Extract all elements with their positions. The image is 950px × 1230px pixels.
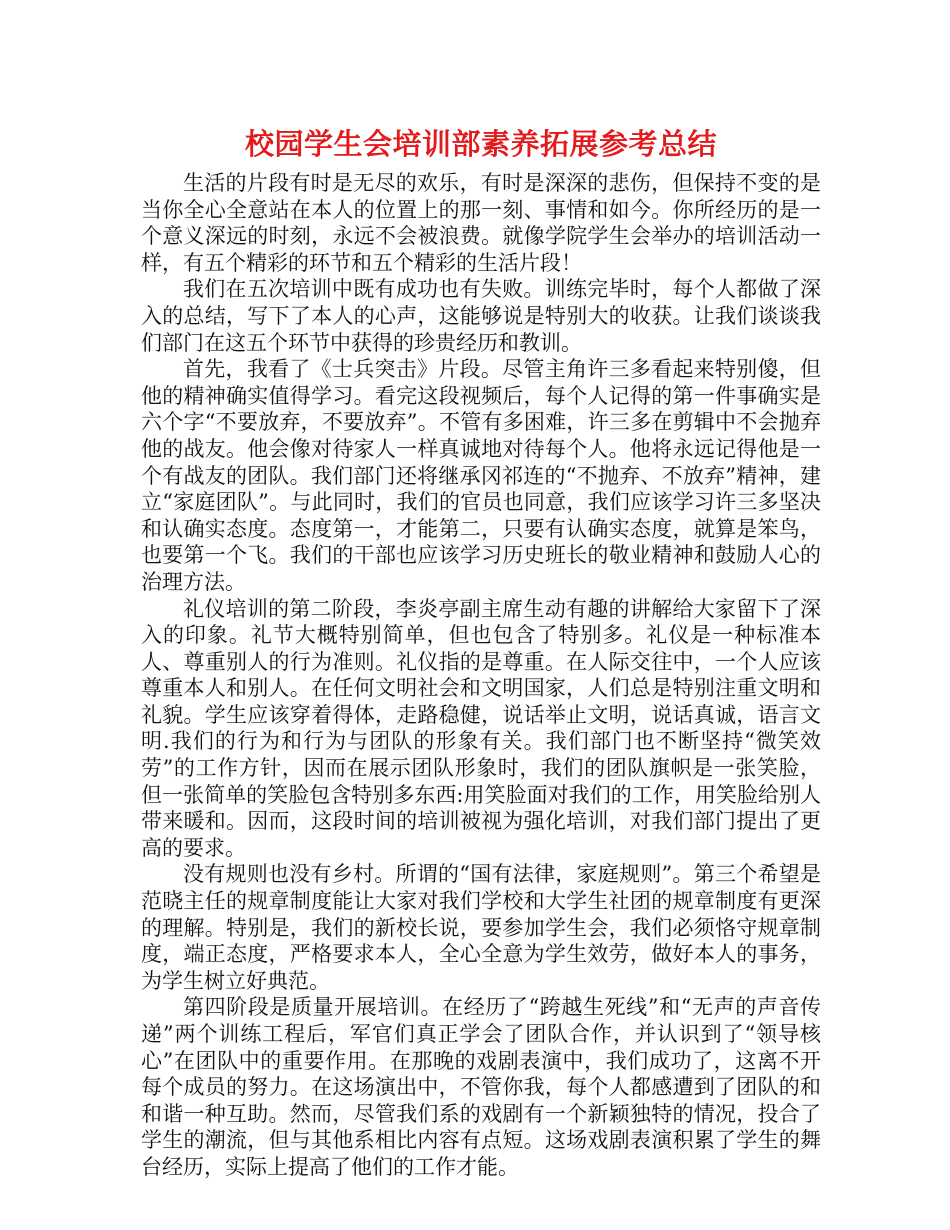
document-page (141, 122, 821, 1181)
paragraph-training-overview: 我们在五次培训中既有成功也有失败。训练完毕时，每个人都做了深入的总结，写下了本人的心声，这能够说是特别大的收获。让我们谈谈我们部门在这五个环节中获得的珍贵经历和教训。 (141, 277, 821, 355)
paragraph-quality-training: 第四阶段是质量开展培训。在经历了“跨越生死线”和“无声的声音传递”两个训练工程后，军官们真正学会了团队合作，并认识到了“领导核心”在团队中的重要作用。在那晚的戏剧表演中，我们成功了，这离不开每个成员的努力。在这场演出中，不管你我，每个人都感遭到了团队的和和谐一种互助。然而，尽管我们系的戏剧有一个新颖独特的情况，投合了学生的潮流，但与其他系相比内容有点短。这场戏剧表演积累了学生的舞台经历，实际上提高了他们的工作才能。 (141, 995, 821, 1179)
paragraph-rules: 没有规则也没有乡村。所谓的“国有法律，家庭规则”。第三个希望是范晓主任的规章制度能让大家对我们学校和大学生社团的规章制度有更深的理解。特别是，我们的新校长说，要参加学生会，我们必须恪守规章制度，端正态度，严格要求本人，全心全意为学生效劳，做好本人的事务，为学生树立好典范。 (141, 862, 821, 993)
document-title: 校园学生会培训部素养拓展参考总结 (244, 127, 717, 161)
paragraph-etiquette: 礼仪培训的第二阶段，李炎亭副主席生动有趣的讲解给大家留下了深入的印象。礼节大概特别简单，但也包含了特别多。礼仪是一种标准本人、尊重别人的行为准则。礼仪指的是尊重。在人际交往中，一个人应该尊重本人和别人。在任何文明社会和文明国家，人们总是特别注重文明和礼貌。学生应该穿着得体，走路稳健，说话举止文明，说话真诚，语言文明.我们的行为和行为与团队的形象有关。我们部门也不断坚持“微笑效劳”的工作方针，因而在展示团队形象时，我们的团队旗帜是一张笑脸，但一张简单的笑脸包含特别多东西:用笑脸面对我们的工作，用笑脸给别人带来暖和。因而，这段时间的培训被视为强化培训，对我们部门提出了更高的要求。 (141, 596, 821, 860)
paragraph-soldier-film: 首先，我看了《士兵突击》片段。尽管主角许三多看起来特别傻，但他的精神确实值得学习。看完这段视频后，每个人记得的第一件事确实是六个字“不要放弃，不要放弃”。不管有多困难，许三多在剪辑中不会抛弃他的战友。他会像对待家人一样真诚地对待每个人。他将永远记得他是一个有战友的团队。我们部门还将继承冈祁连的“不抛弃、不放弃”精神，建立“家庭团队”。与此同时，我们的官员也同意，我们应该学习许三多坚决和认确实态度。态度第一，才能第二，只要有认确实态度，就算是笨鸟，也要第一个飞。我们的干部也应该学习历史班长的敬业精神和鼓励人心的治理方法。 (141, 357, 821, 594)
paragraph-intro: 生活的片段有时是无尽的欢乐，有时是深深的悲伤，但保持不变的是当你全心全意站在本人的位置上的那一刻、事情和如今。你所经历的是一个意义深远的时刻，永远不会被浪费。就像学院学生会举办的培训活动一样，有五个精彩的环节和五个精彩的生活片段！ (141, 171, 821, 275)
